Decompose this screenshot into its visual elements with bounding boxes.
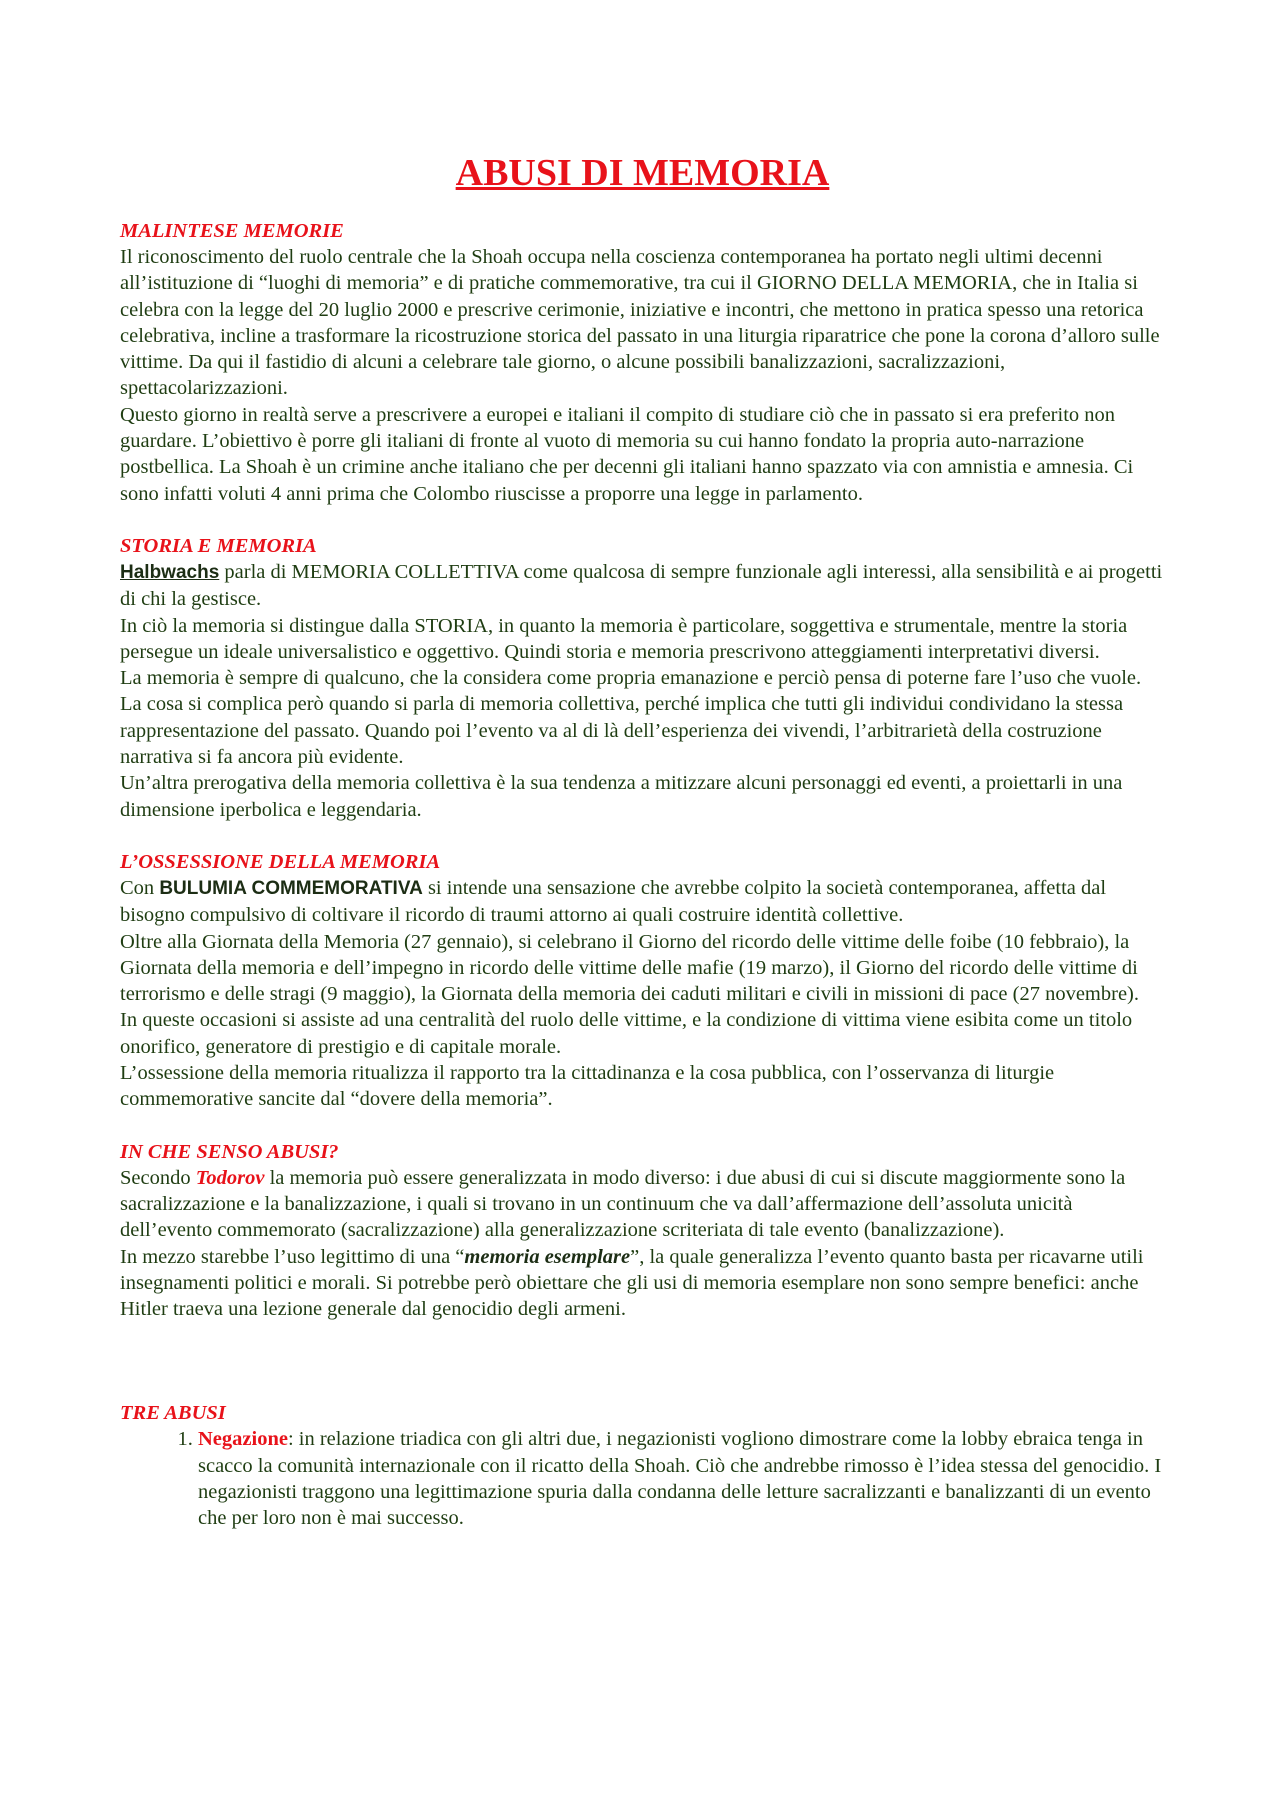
term-memoria-esemplare: memoria esemplare xyxy=(464,1245,631,1268)
section-heading-tre-abusi: TRE ABUSI xyxy=(120,1402,226,1425)
paragraph: In ciò la memoria si distingue dalla STORIA, in quanto la memoria è particolare, soggettiva e strumentale, mentre la storia persegue un ideale universalistico e oggettivo. Quindi storia e memoria prescrivono atteggiamenti interpretativi diversi. xyxy=(120,614,1128,663)
paragraph-text: la memoria può essere generalizzata in modo diverso: i due abusi di cui si discute maggiormente sono la sacralizzazione e la banalizzazione, i quali si trovano in un continuum che va dall’affermazione dell’assoluta unicità dell’evento commemorato (sacralizzazione) alla generalizzazione scriteriata di tale evento (banalizzazione). xyxy=(120,1166,1126,1242)
paragraph xyxy=(120,1165,1165,1244)
paragraph xyxy=(120,1244,1165,1323)
paragraph: La memoria è sempre di qualcuno, che la considera come propria emanazione e perciò pensa di poterne fare l’uso che vuole. La cosa si complica però quando si parla di memoria collettiva, perché implica che tutti gli individui condividano la stessa rappresentazione del passato. Quando poi l’evento va al di là dell’esperienza dei vivendi, l’arbitrarietà della costruzione narrativa si fa ancora più evidente. xyxy=(120,667,1142,769)
paragraph: L’ossessione della memoria ritualizza il rapporto tra la cittadinanza e la cosa pubblica, con l’osservanza di liturgie commemorative sancite dal “dovere della memoria”. xyxy=(120,1062,1055,1111)
section-heading-ossessione-della-memoria: L’OSSESSIONE DELLA MEMORIA xyxy=(120,850,441,873)
section-heading-in-che-senso-abusi: IN CHE SENSO ABUSI? xyxy=(120,1140,339,1163)
paragraph-text: si intende una sensazione che avrebbe colpito la società contemporanea, affetta dal bisogno compulsivo di coltivare il ricordo di traumi attorno ai quali costruire identità collettive. xyxy=(120,876,1107,927)
paragraph xyxy=(120,559,1165,613)
abuses-list xyxy=(120,1426,1165,1531)
section-heading-storia-e-memoria: STORIA E MEMORIA xyxy=(120,534,317,557)
paragraph xyxy=(120,875,1165,929)
page-title: ABUSI DI MEMORIA xyxy=(455,152,830,194)
author-name-halbwachs: Halbwachs xyxy=(120,561,220,583)
paragraph-text: Con xyxy=(120,876,160,899)
paragraph-text: ”, la quale generalizza l’evento quanto basta per ricavarne utili insegnamenti politici e morali. Si potrebbe però obiettare che gli usi di memoria esemplare non sono sempre benefici: anche Hitler traeva una lezione generale dal genocidio degli armeni. xyxy=(120,1245,1144,1321)
document-page xyxy=(120,150,1165,1532)
paragraph-text: parla di MEMORIA COLLETTIVA come qualcosa di sempre funzionale agli interessi, alla sensibilità e ai progetti di chi la gestisce. xyxy=(120,560,1163,611)
section-heading-malintese-memorie: MALINTESE MEMORIE xyxy=(120,220,344,242)
paragraph: Un’altra prerogativa della memoria collettiva è la sua tendenza a mitizzare alcuni personaggi ed eventi, a proiettarli in una dimensione iperbolica e leggendaria. xyxy=(120,772,1123,821)
paragraph: Oltre alla Giornata della Memoria (27 gennaio), si celebrano il Giorno del ricordo delle vittime delle foibe (10 febbraio), la Giornata della memoria e dell’impegno in ricordo delle vittime delle mafie (19 marzo), il Giorno del ricordo delle vittime di terrorismo e delle stragi (9 maggio), la Giornata della memoria dei caduti militari e civili in missioni di pace (27 novembre). xyxy=(120,930,1139,1006)
list-item-text: : in relazione triadica con gli altri due, i negazionisti vogliono dimostrare come la lobby ebraica tenga in scacco la comunità internazionale con il ricatto della Shoah. Ciò che andrebbe rimosso è l’idea stessa del genocidio. I negazionisti traggono una legittimazione spuria dalla condanna delle letture sacralizzanti e banalizzanti di un evento che per loro non è mai successo. xyxy=(198,1428,1162,1530)
paragraph: Il riconoscimento del ruolo centrale che la Shoah occupa nella coscienza contemporanea ha portato negli ultimi decenni all’istituzione di “luoghi di memoria” e di pratiche commemorative, tra cui il GIORNO DELLA MEMORIA, che in Italia si celebra con la legge del 20 luglio 2000 e prescrive cerimonie, iniziative e incontri, che mettono in pratica spesso una retorica celebrativa, incline a trasformare la ricostruzione storica del passato in una liturgia riparatrice che pone la corona d’alloro sulle vittime. Da qui il fastidio di alcuni a celebrare tale giorno, o alcune possibili banalizzazioni, sacralizzazioni, spettacolarizzazioni. xyxy=(120,246,1160,400)
paragraph-text: In mezzo starebbe l’uso legittimo di una “ xyxy=(120,1245,465,1268)
term-bulumia-commemorativa: BULUMIA COMMEMORATIVA xyxy=(159,877,423,899)
paragraph-text: Secondo xyxy=(120,1166,196,1189)
list-item xyxy=(198,1426,1165,1531)
list-item-term: Negazione xyxy=(198,1428,288,1451)
paragraph: In queste occasioni si assiste ad una centralità del ruolo delle vittime, e la condizione di vittima viene esibita come un titolo onorifico, generatore di prestigio e di capitale morale. xyxy=(120,1009,1133,1058)
paragraph: Questo giorno in realtà serve a prescrivere a europei e italiani il compito di studiare ciò che in passato si era preferito non guardare. L’obiettivo è porre gli italiani di fronte al vuoto di memoria su cui hanno fondato la propria auto-narrazione postbellica. La Shoah è un crimine anche italiano che per decenni gli italiani hanno spazzato via con amnistia e amnesia. Ci sono infatti voluti 4 anni prima che Colombo riuscisse a proporre una legge in parlamento. xyxy=(120,403,1134,505)
author-name-todorov: Todorov xyxy=(195,1166,265,1189)
